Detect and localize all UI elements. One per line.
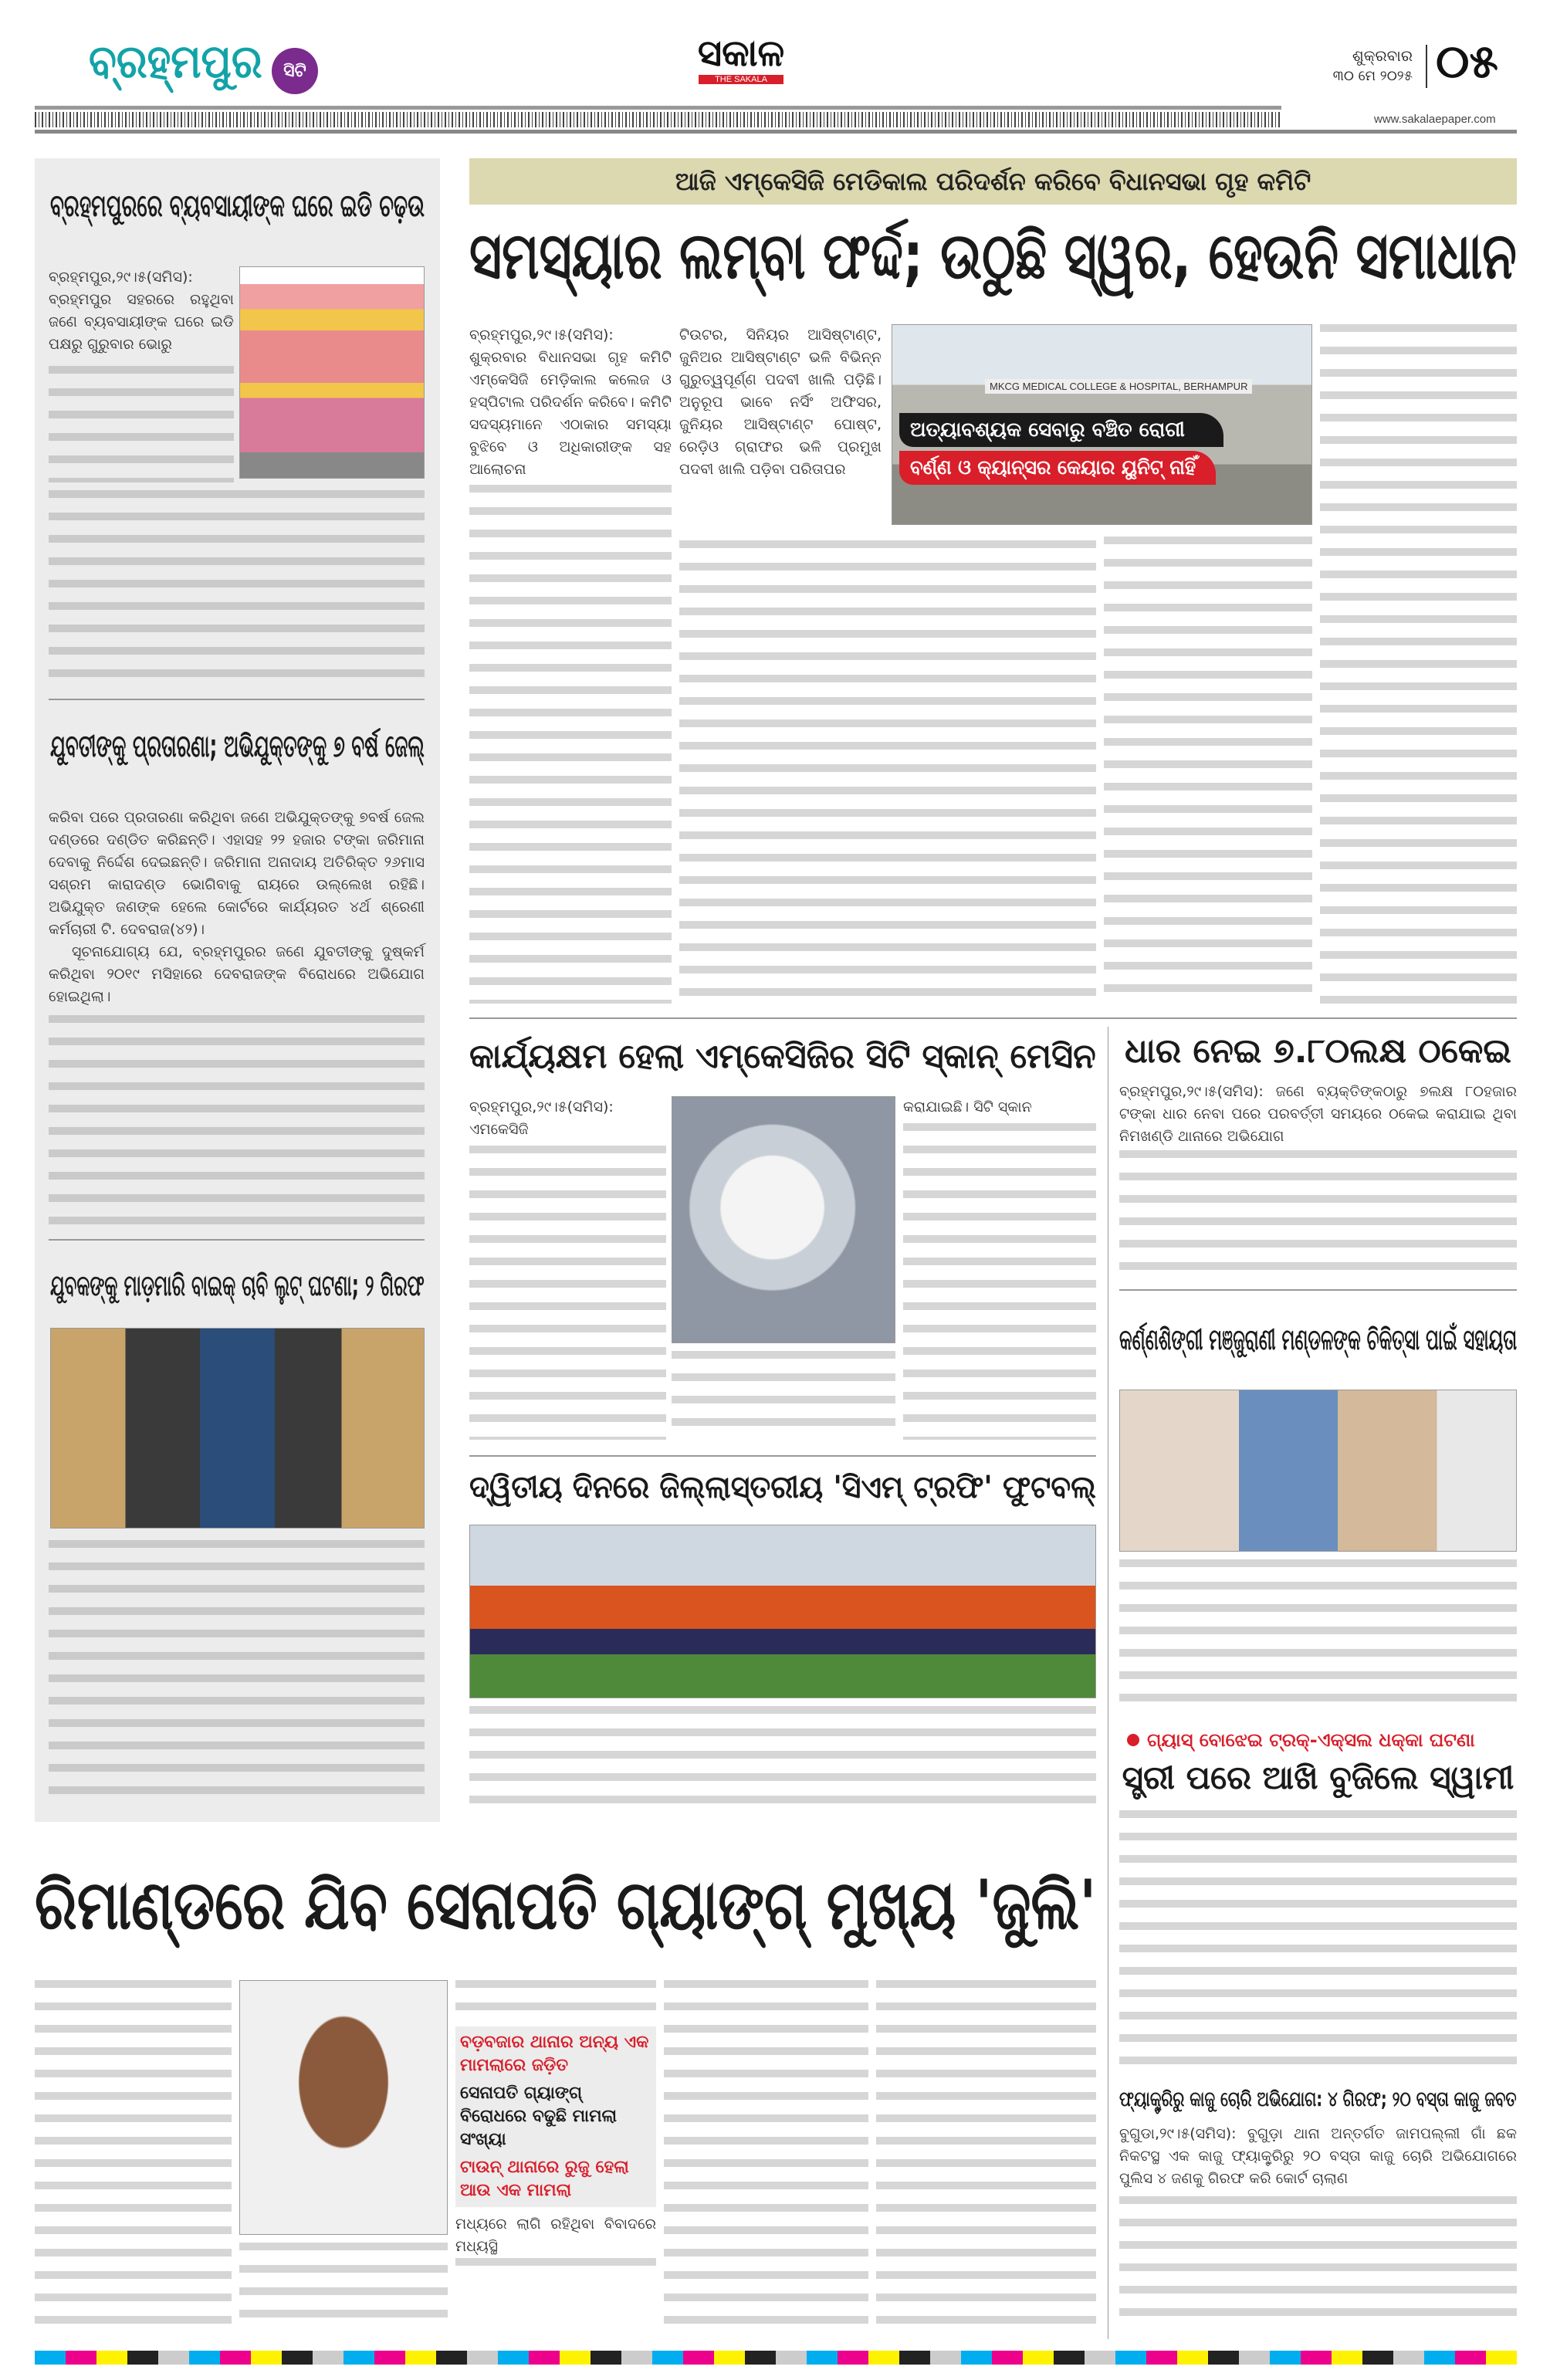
overlay-red-label <box>899 451 1216 485</box>
accident-headline: ସ୍ତ୍ରୀ ପରେ ଆଖି ବୁଜିଲେ ସ୍ୱାମୀ <box>1122 1759 1514 1796</box>
ct-scan-machine-photo <box>672 1096 895 1343</box>
divider <box>1426 45 1427 88</box>
masthead <box>0 0 1550 135</box>
loan-fraud-lead: ବ୍ରହ୍ମପୁର,୨୯।୫(ସମିସ): ଜଣେ ବ୍ୟକ୍ତିଙ୍କଠାରୁ ୭ଲକ୍ଷ ୮୦ହଜାର ଟଙ୍କା ଧାର ନେବା ପରେ ପରବର୍ତ୍ତୀ ସମୟରେ ଠକେଇ କରାଯାଇ ଥିବା ନିମଖଣ୍ଡି ଥାନାରେ ଅଭିଯୋଗ <box>1119 1081 1517 1148</box>
divider <box>49 699 425 700</box>
bottom-col2-top-text <box>455 1980 656 2023</box>
bullet-item: ଟାଉନ୍ ଥାନାରେ ରୁଜୁ ହେଲା ଆଉ ଏକ ମାମଲା <box>460 2158 629 2200</box>
divider <box>1119 1289 1517 1291</box>
main-story-col2: ଟିଉଟର, ସିନିୟର ଆସିଷ୍ଟାଣ୍ଟ, ଜୁନିଅର ଆସିଷ୍ଟାଣ୍ଟ ଭଳି ବିଭିନ୍ନ ଗୁରୁତ୍ୱପୂର୍ଣ୍ଣ ପଦବୀ ଖାଲି ପଡ଼ିଛି। ଅନୁରୂପ ଭାବେ ନର୍ସିଂ ଅଫିସର, ଜୁନିୟର ଆସିଷ୍ଟାଣ୍ଟ ପୋଷ୍ଟ, ରେଡ଼ିଓ ଗ୍ରାଫର ଭଳି ପ୍ରମୁଖ ପଦବୀ ଖାଲି ପଡ଼ିବା ପରିତାପର <box>679 324 882 481</box>
section-badge <box>272 48 318 94</box>
story2-body-text-cont <box>49 1015 425 1239</box>
cashew-body-text <box>1119 2196 1517 2324</box>
story2-headline: ଯୁବତୀଙ୍କୁ ପ୍ରତାରଣା; ଅଭିଯୁକ୍ତଙ୍କୁ ୭ ବର୍ଷ ଜେଲ୍ <box>50 729 425 764</box>
section-title: ବ୍ରହ୍ମପୁର <box>89 35 262 89</box>
ct-scan-col1-text <box>469 1123 666 1440</box>
left-column <box>35 158 440 1822</box>
divider <box>469 1455 1096 1457</box>
top-rule <box>35 106 1281 110</box>
football-body-text <box>469 1706 1096 1818</box>
story1-headline: ବ୍ରହ୍ମପୁରରେ ବ୍ୟବସାୟୀଙ୍କ ଘରେ ଇଡି ଚଢ଼ଉ <box>50 188 425 224</box>
main-story-col1-text <box>469 440 672 1004</box>
bullet-item: ସେନାପତି ଗ୍ୟାଙ୍ଗ୍ ବିରୋଧରେ ବଢୁଛି ମାମଲା ସଂଖ୍ୟା <box>460 2084 618 2149</box>
bottom-col4-text <box>876 1980 1096 2324</box>
main-story-col-far-right-text <box>1320 324 1517 1004</box>
bottom-headline: ରିମାଣ୍ଡରେ ଯିବ ସେନାପତି ଗ୍ୟାଙ୍ଗ୍ ମୁଖ୍ୟ 'ଜୁଲି' <box>35 1865 1097 1945</box>
red-bullet-icon <box>1127 1734 1139 1746</box>
main-story-headline: ସମସ୍ୟାର ଲମ୍ବା ଫର୍ଦ୍ଦ; ଉଠୁଛି ସ୍ୱର, ହେଉନି ସମାଧାନ <box>469 218 1517 293</box>
main-story-col2-text <box>679 540 1096 1004</box>
bottom-col2-lead: ମଧ୍ୟରେ ଲାଗି ରହିଥିବା ବିବାଦରେ ମଧ୍ୟସ୍ଥି <box>455 2213 656 2258</box>
story1-body-text <box>49 344 234 482</box>
aid-hospital-photo <box>1119 1390 1517 1552</box>
issue-day: ଶୁକ୍ରବାର <box>1352 46 1413 65</box>
bottom-col1-text <box>35 1980 232 2324</box>
main-story-col1: ବ୍ରହ୍ମପୁର,୨୯।୫(ସମିସ): ଶୁକ୍ରବାର ବିଧାନସଭା ଗୃହ କମିଟି ଏମ୍‌କେସିଜି ମେଡ଼ିକାଲ କଲେଜ ଓ ହସ୍ପିଟାଲ ପରିଦର୍ଶନ କରିବେ। କମିଟି ସଦସ୍ୟମାନେ ଏଠାକାର ସମସ୍ୟା ବୁଝିବେ ଓ ଅଧିକାରୀଙ୍କ ସହ ଆଲୋଚନା <box>469 324 672 481</box>
cashew-headline: ଫ୍ୟାକ୍ଟ୍ରିରୁ କାଜୁ ଚୋରି ଅଭିଯୋଗ: ୪ ଗିରଫ; ୨୦ ବସ୍ତା କାଜୁ ଜବତ <box>1119 2087 1517 2111</box>
aid-headline: କର୍ଣ୍ଣଶିଙ୍ଗୀ ମଞ୍ଜୁରାଣୀ ମଣ୍ଡଳଙ୍କ ଚିକିତ୍ସା ପାଇଁ ସହାୟତା <box>1119 1322 1518 1356</box>
story3-arrest-photo <box>50 1328 425 1529</box>
loan-fraud-body-text <box>1119 1150 1517 1281</box>
ct-scan-col3-text <box>903 1123 1096 1440</box>
kicker-text: ଆଜି ଏମ୍‌କେସିଜି ମେଡିକାଲ ପରିଦର୍ଶନ କରିବେ ବିଧାନସଭା ଗୃହ କମିଟି <box>675 166 1311 196</box>
story1-lead: ବ୍ରହ୍ମପୁର,୨୯।୫(ସମିସ): ବ୍ରହ୍ମପୁର ସହରରେ ରହୁଥିବା ଜଣେ ବ୍ୟବସାୟୀଙ୍କ ଘରେ ଇଡି ପକ୍ଷରୁ ଗୁରୁବାର ଭୋରୁ <box>49 266 234 356</box>
accident-kicker <box>1127 1729 1517 1751</box>
registration-color-bar <box>35 2351 1517 2365</box>
section-badge-text: ସିଟି <box>283 61 306 81</box>
story1-body-text-cont <box>49 490 425 691</box>
bottom-rule <box>35 130 1517 134</box>
issue-date: ୩୦ ମେ ୨୦୨୫ <box>1332 68 1413 84</box>
bottom-bullets-box <box>455 2026 656 2207</box>
story2-para1: କରିବା ପରେ ପ୍ରତାରଣା କରିଥିବା ଜଣେ ଅଭିଯୁକ୍ତଙ୍କୁ ୭ବର୍ଷ ଜେଲ ଦଣ୍ଡରେ ଦଣ୍ଡିତ କରିଛନ୍ତି। ଏହାସହ ୨୨ ହଜାର ଟଙ୍କା ଜରିମାନା ଦେବାକୁ ନିର୍ଦ୍ଦେଶ ଦେଇଛନ୍ତି। ଜରିମାନା ଅନାଦାୟ ଅତିରିକ୍ତ ୨୬ମାସ ସଶ୍ରମ କାରାଦଣ୍ଡ ଭୋଗିବାକୁ ରାୟରେ ଉଲ୍ଲେଖ ରହିଛି। ଅଭିଯୁକ୍ତ ଜଣଙ୍କ ହେଲେ କୋର୍ଟରେ କାର୍ଯ୍ୟରତ ୪ର୍ଥ ଶ୍ରେଣୀ କର୍ମଚାରୀ ଟି. ଦେବରାଜ(୪୨)। <box>49 807 425 941</box>
ct-scan-right-lead: କରାଯାଇଛି। ସିଟି ସ୍କାନ <box>903 1096 1096 1119</box>
story1-house-photo <box>239 266 425 479</box>
main-story-kicker <box>469 158 1517 205</box>
overlay-red-text: ବର୍ଣ୍ଣ ଓ କ୍ୟାନ୍ସର କେୟାର ୟୁନିଟ୍ ନାହିଁ <box>910 455 1196 479</box>
main-story-col-right-text <box>1104 537 1312 1004</box>
divider <box>469 1017 1517 1019</box>
aid-body-text <box>1119 1559 1517 1714</box>
accused-portrait-photo <box>239 1980 448 2235</box>
bottom-col3-text <box>664 1980 868 2324</box>
logo-tag: THE SAKALA <box>699 75 783 84</box>
story3-body-text <box>49 1540 425 1806</box>
divider <box>49 1239 425 1241</box>
page-number: ୦୫ <box>1436 35 1498 89</box>
hospital-sign: MKCG MEDICAL COLLEGE & HOSPITAL, BERHAMPUR <box>985 379 1252 394</box>
overlay-black-text: ଅତ୍ୟାବଶ୍ୟକ ସେବାରୁ ବଞ୍ଚିତ ରୋଗୀ <box>910 418 1185 442</box>
accident-kicker-text: ଗ୍ୟାସ୍ ବୋଝେଇ ଟ୍ରକ୍-ଏକ୍ସଲ ଧକ୍କା ଘଟଣା <box>1147 1729 1475 1751</box>
newspaper-logo <box>679 32 803 84</box>
overlay-black-label <box>899 413 1223 447</box>
story3-headline: ଯୁବକଙ୍କୁ ମାଡ଼ମାରି ବାଇକ୍ ଚାବି ଲୁଟ୍ ଘଟଣା; ୨ ଗିରଫ <box>50 1268 425 1302</box>
accident-body-text <box>1119 1810 1517 2069</box>
ct-scan-lead: ବ୍ରହ୍ମପୁର,୨୯।୫(ସମିସ): ଏମକେସିଜି <box>469 1096 666 1141</box>
loan-fraud-headline: ଧାର ନେଇ ୭.୮୦ଲକ୍ଷ ଠକେଇ <box>1125 1031 1511 1071</box>
cashew-lead: ବୁଗୁଡା,୨୯।୫(ସମିସ): ବୁଗୁଡ଼ା ଥାନା ଅନ୍ତର୍ଗତ ଜାମପଲ୍ଲୀ ଗାଁ ଛକ ନିକଟସ୍ଥ ଏକ କାଜୁ ଫ୍ୟାକ୍ଟ୍ରିରୁ ୨୦ ବସ୍ତା କାଜୁ ଚୋରି ଅଭିଯୋଗରେ ପୁଲିସ ୪ ଜଣକୁ ଗିରଫ କରି କୋର୍ଟ ଚାଲାଣ <box>1119 2123 1517 2190</box>
bottom-col2 <box>455 2026 656 2280</box>
ct-scan-headline: କାର୍ଯ୍ୟକ୍ଷମ ହେଲା ଏମ୍‌କେସିଜିର ସିଟି ସ୍କାନ୍ ମେସିନ <box>469 1037 1096 1076</box>
story2-para2: ସୂଚନାଯୋଗ୍ୟ ଯେ, ବ୍ରହ୍ମପୁରର ଜଣେ ଯୁବତୀଙ୍କୁ ଦୁଷ୍କର୍ମ କରିଥିବା ୨୦୧୯ ମସିହାରେ ଦେବରାଜଙ୍କ ବିରୋଧରେ ଅଭିଯୋଗ ହୋଇଥିଲା। <box>49 941 425 1008</box>
barcode-strip <box>35 112 1281 127</box>
ct-scan-bottom-text <box>672 1351 895 1440</box>
bullet-item: ବଡ଼ବଜାର ଥାନାର ଅନ୍ୟ ଏକ ମାମଲାରେ ଜଡ଼ିତ <box>460 2033 649 2075</box>
story2-body <box>49 807 425 1008</box>
football-headline: ଦ୍ୱିତୀୟ ଦିନରେ ଜିଲ୍ଲାସ୍ତରୀୟ 'ସିଏମ୍ ଟ୍ରଫି' ଫୁଟବଲ୍ <box>469 1470 1096 1505</box>
logo-text: ସକାଳ <box>697 32 785 75</box>
bottom-col2-text <box>455 2258 656 2280</box>
website[interactable]: www.sakalaepaper.com <box>1374 113 1496 126</box>
football-team-photo <box>469 1525 1096 1698</box>
bottom-photo-caption-text <box>239 2243 448 2324</box>
